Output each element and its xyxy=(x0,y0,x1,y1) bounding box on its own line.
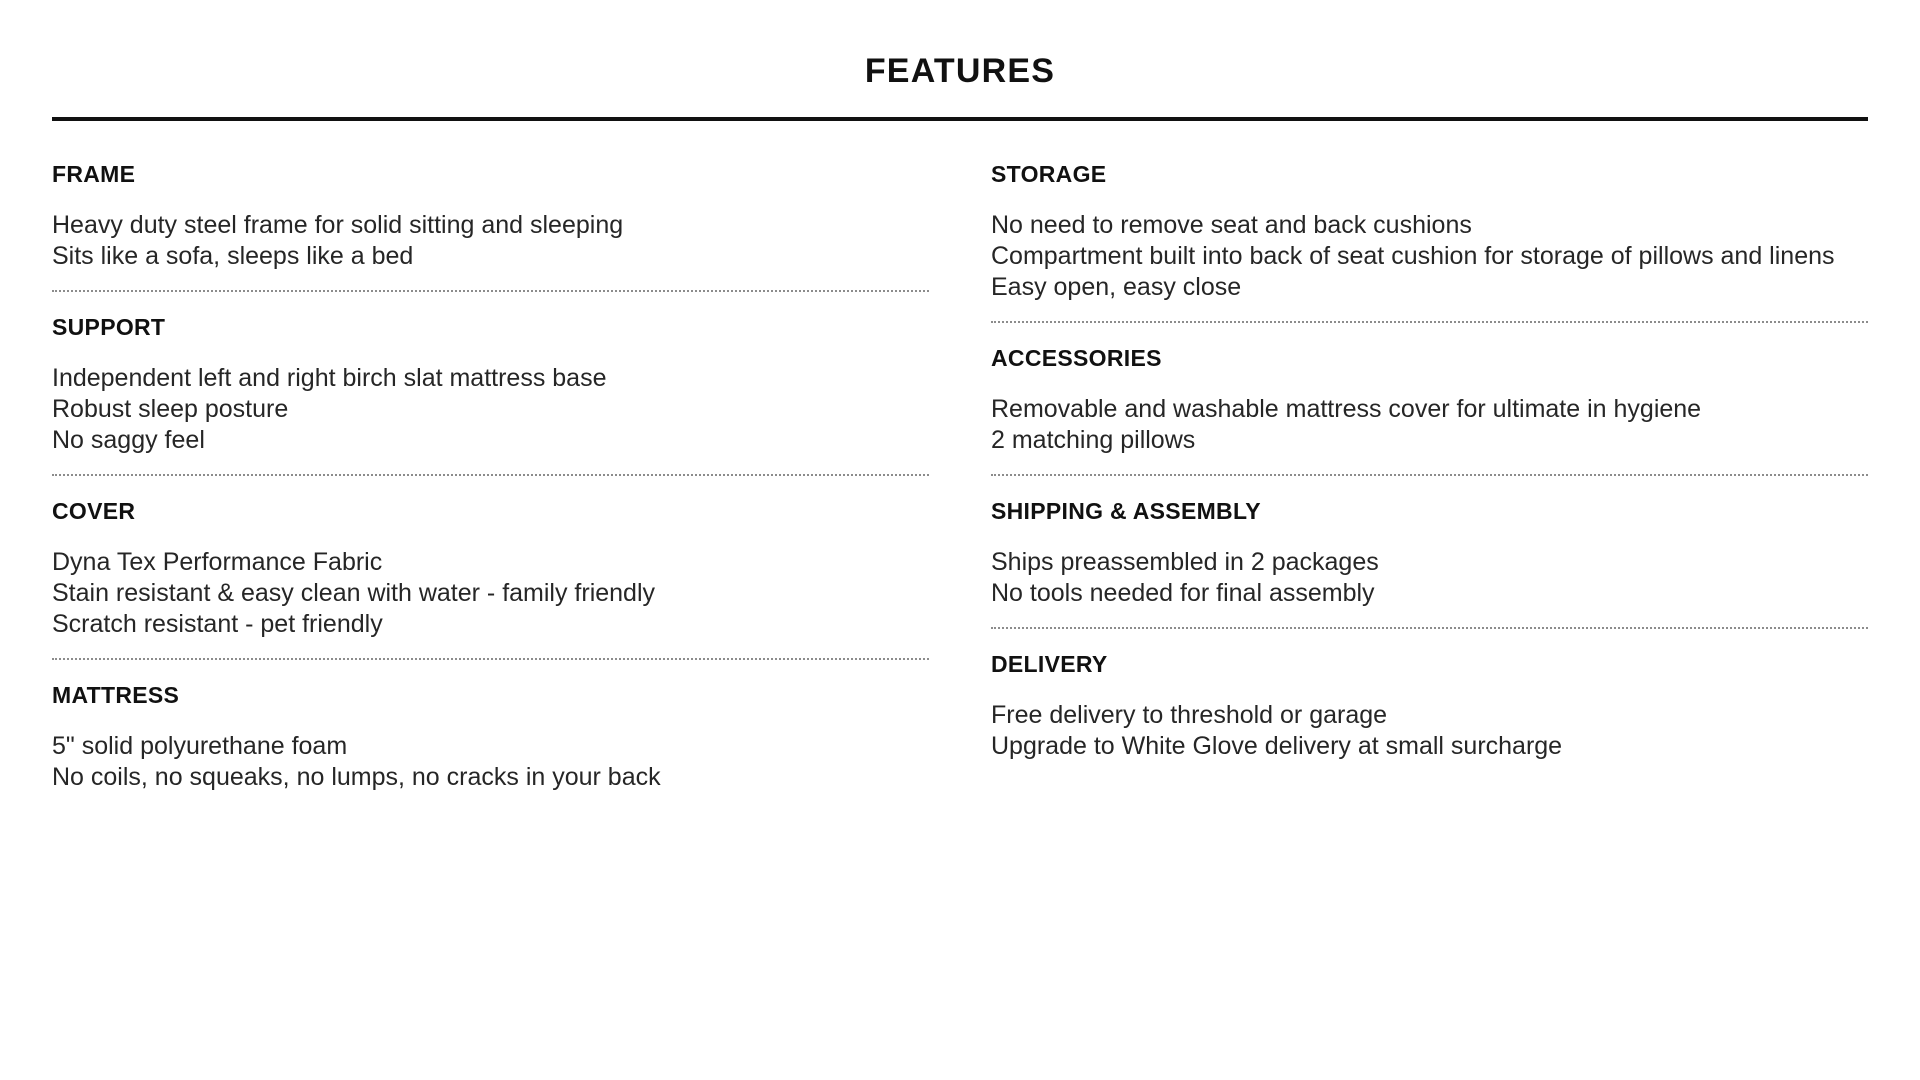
section-heading: STORAGE xyxy=(991,161,1107,187)
feature-section xyxy=(52,314,929,476)
feature-line: Ships preassembled in 2 packages xyxy=(991,548,1379,576)
feature-line: Independent left and right birch slat mattress base xyxy=(52,364,607,392)
section-heading: ACCESSORIES xyxy=(991,345,1162,371)
feature-line: Free delivery to threshold or garage xyxy=(991,701,1388,729)
feature-section xyxy=(52,161,929,292)
left-column xyxy=(52,161,929,793)
feature-line: 2 matching pillows xyxy=(991,426,1196,454)
feature-line: No need to remove seat and back cushions xyxy=(991,211,1472,239)
section-body xyxy=(991,700,1868,762)
section-heading: SHIPPING & ASSEMBLY xyxy=(991,498,1261,524)
feature-line: Easy open, easy close xyxy=(991,273,1242,301)
section-body xyxy=(991,210,1868,303)
features-columns xyxy=(52,161,1868,793)
page-title: FEATURES xyxy=(864,52,1056,90)
section-divider xyxy=(52,658,929,660)
feature-line: Scratch resistant - pet friendly xyxy=(52,610,383,638)
feature-line: Heavy duty steel frame for solid sitting and sleeping xyxy=(52,211,624,239)
section-heading: MATTRESS xyxy=(52,682,180,708)
feature-line: Upgrade to White Glove delivery at small surcharge xyxy=(991,732,1563,760)
section-body xyxy=(52,731,929,793)
section-body xyxy=(52,363,929,456)
feature-line: Stain resistant & easy clean with water - family friendly xyxy=(52,579,656,607)
feature-line: Compartment built into back of seat cushion for storage of pillows and linens xyxy=(991,242,1835,270)
feature-section xyxy=(52,498,929,660)
feature-section xyxy=(991,498,1868,629)
section-heading: SUPPORT xyxy=(52,314,166,340)
section-body xyxy=(991,394,1868,456)
section-heading: DELIVERY xyxy=(991,651,1108,677)
feature-section xyxy=(52,682,929,793)
feature-line: Removable and washable mattress cover for ultimate in hygiene xyxy=(991,395,1702,423)
feature-section xyxy=(991,161,1868,323)
feature-line: No saggy feel xyxy=(52,426,205,454)
section-body xyxy=(52,547,929,640)
feature-section xyxy=(991,651,1868,762)
feature-line: Sits like a sofa, sleeps like a bed xyxy=(52,242,414,270)
section-divider xyxy=(991,474,1868,476)
section-divider xyxy=(991,627,1868,629)
section-heading: COVER xyxy=(52,498,136,524)
section-divider xyxy=(52,290,929,292)
right-column xyxy=(991,161,1868,762)
section-heading: FRAME xyxy=(52,161,136,187)
feature-line: Dyna Tex Performance Fabric xyxy=(52,548,383,576)
feature-section xyxy=(991,345,1868,476)
title-divider xyxy=(52,117,1868,121)
section-body xyxy=(52,210,929,272)
feature-line: Robust sleep posture xyxy=(52,395,289,423)
feature-line: No coils, no squeaks, no lumps, no cracks in your back xyxy=(52,763,661,791)
section-body xyxy=(991,547,1868,609)
feature-line: 5" solid polyurethane foam xyxy=(52,732,348,760)
section-divider xyxy=(52,474,929,476)
section-divider xyxy=(991,321,1868,323)
feature-line: No tools needed for final assembly xyxy=(991,579,1375,607)
